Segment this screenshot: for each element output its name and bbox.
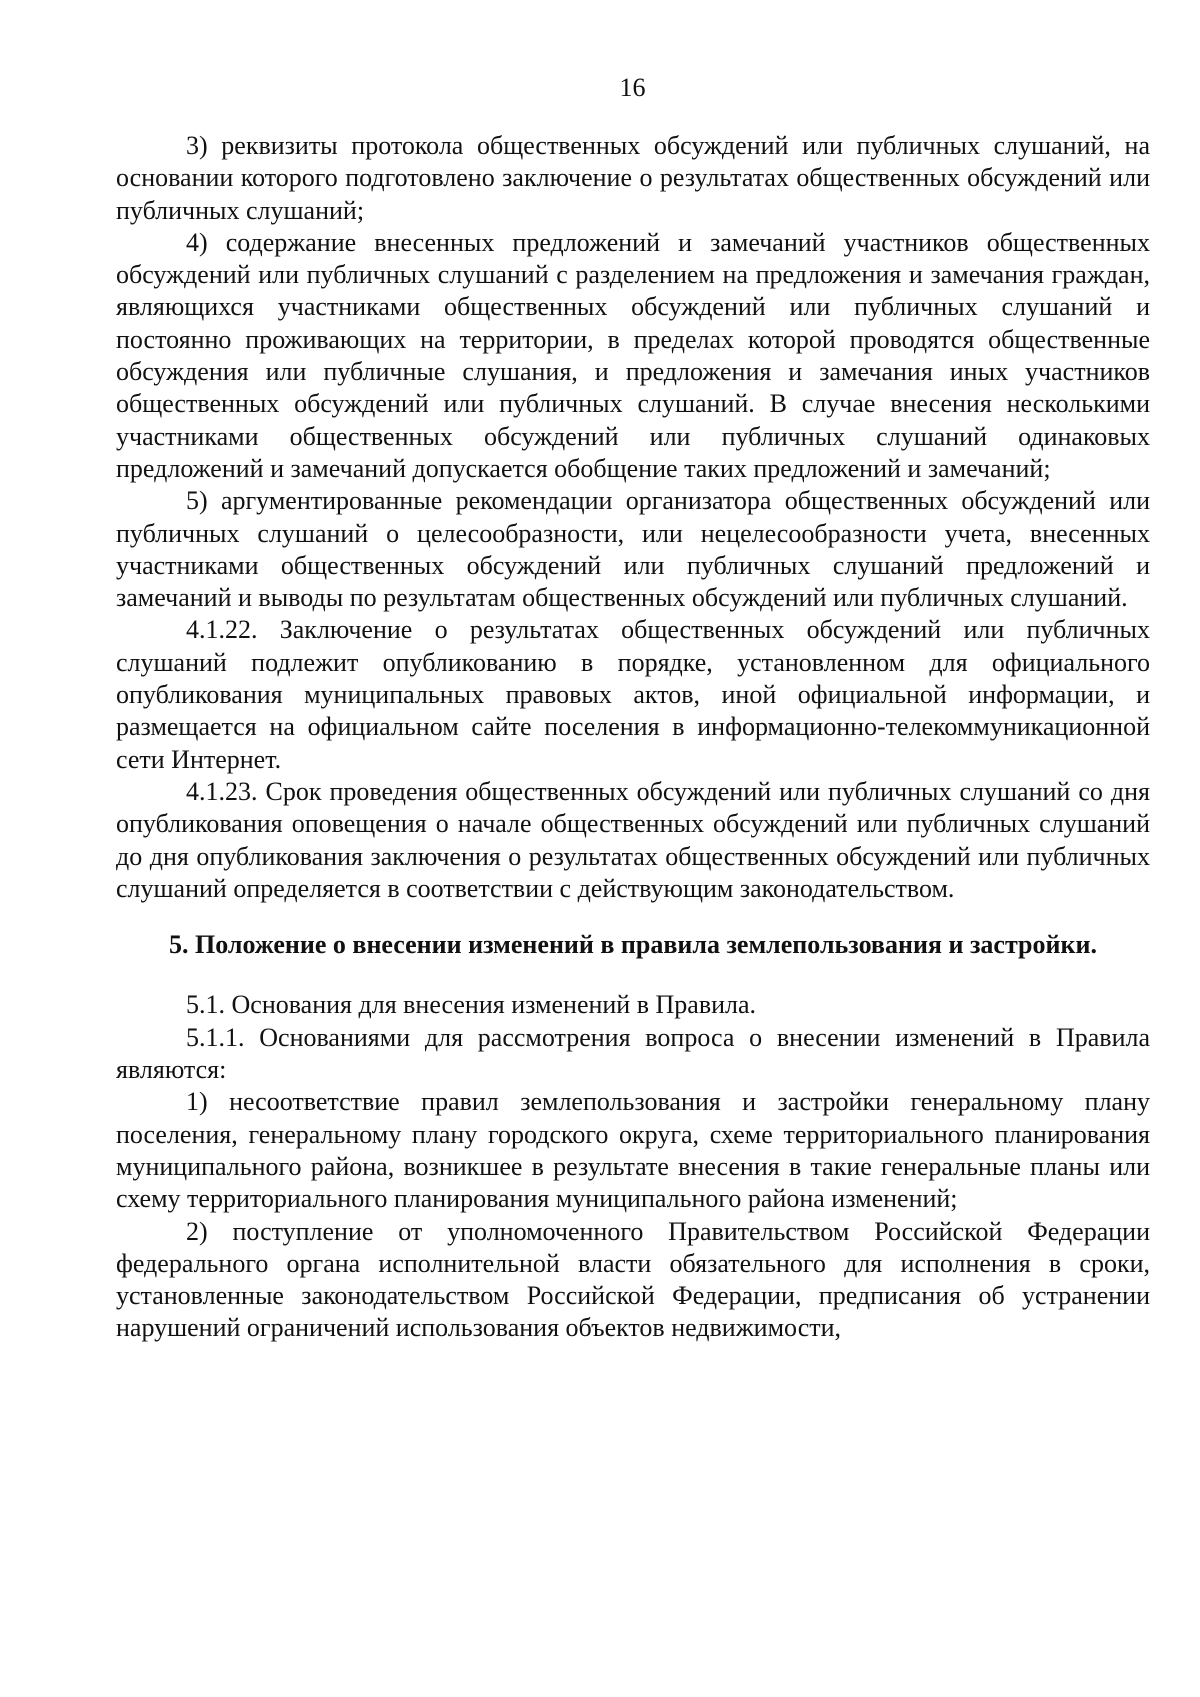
paragraph-recommendations: 5) аргументированные рекомендации организатора общественных обсуждений или публичных слушаний о целесообразности, или нецелесообразности учета, внесенных участниками общественных обсуждений или публичных слушаний предложений и замечаний и выводы по результатам общественных обсуждений или публичных слушаний. [116,486,1150,613]
paragraph-5-1-1: 5.1.1. Основаниями для рассмотрения вопроса о внесении изменений в Правила являются: [116,1022,1150,1085]
document-body [116,130,1150,1345]
paragraph-item-2: 2) поступление от уполномоченного Правительством Российской Федерации федерального органа исполнительной власти обязательного для исполнения в сроки, установленные законодательством Российской Федерации, предписания об устранении нарушений ограничений использования объектов недвижимости, [116,1216,1150,1343]
section-heading: 5. Положение о внесении изменений в правила землепользования и застройки. [169,930,1097,960]
paragraph-4-1-23: 4.1.23. Срок проведения общественных обсуждений или публичных слушаний со дня опубликования оповещения о начале общественных обсуждений или публичных слушаний до дня опубликования заключения о результатах общественных обсуждений или публичных слушаний определяется в соответствии с действующим законодательством. [116,776,1150,903]
paragraph-item-1: 1) несоответствие правил землепользования и застройки генеральному плану поселения, генеральному плану городского округа, схеме территориального планирования муниципального района, возникшее в результате внесения в такие генеральные планы или схему территориального планирования муниципального района изменений; [116,1087,1150,1214]
paragraph-5-1: 5.1. Основания для внесения изменений в Правила. [186,990,757,1020]
paragraph-proposals-content: 4) содержание внесенных предложений и замечаний участников общественных обсуждений или публичных слушаний с разделением на предложения и замечания граждан, являющихся участниками общественных обсуждений или публичных слушаний и постоянно проживающих на территории, в пределах которой проводятся общественные обсуждения или публичные слушания, и предложения и замечания иных участников общественных обсуждений или публичных слушаний. В случае внесения несколькими участниками общественных обсуждений или публичных слушаний одинаковых предложений и замечаний допускается обобщение таких предложений и замечаний; [116,227,1150,483]
paragraph-4-1-22: 4.1.22. Заключение о результатах общественных обсуждений или публичных слушаний подлежит опубликованию в порядке, установленном для официального опубликования муниципальных правовых актов, иной официальной информации, и размещается на официальном сайте поселения в информационно-телекоммуникационной сети Интернет. [116,615,1150,774]
paragraph-requisites: 3) реквизиты протокола общественных обсуждений или публичных слушаний, на основании которого подготовлено заключение о результатах общественных обсуждений или публичных слушаний; [116,131,1150,225]
page-number: 16 [619,73,646,102]
